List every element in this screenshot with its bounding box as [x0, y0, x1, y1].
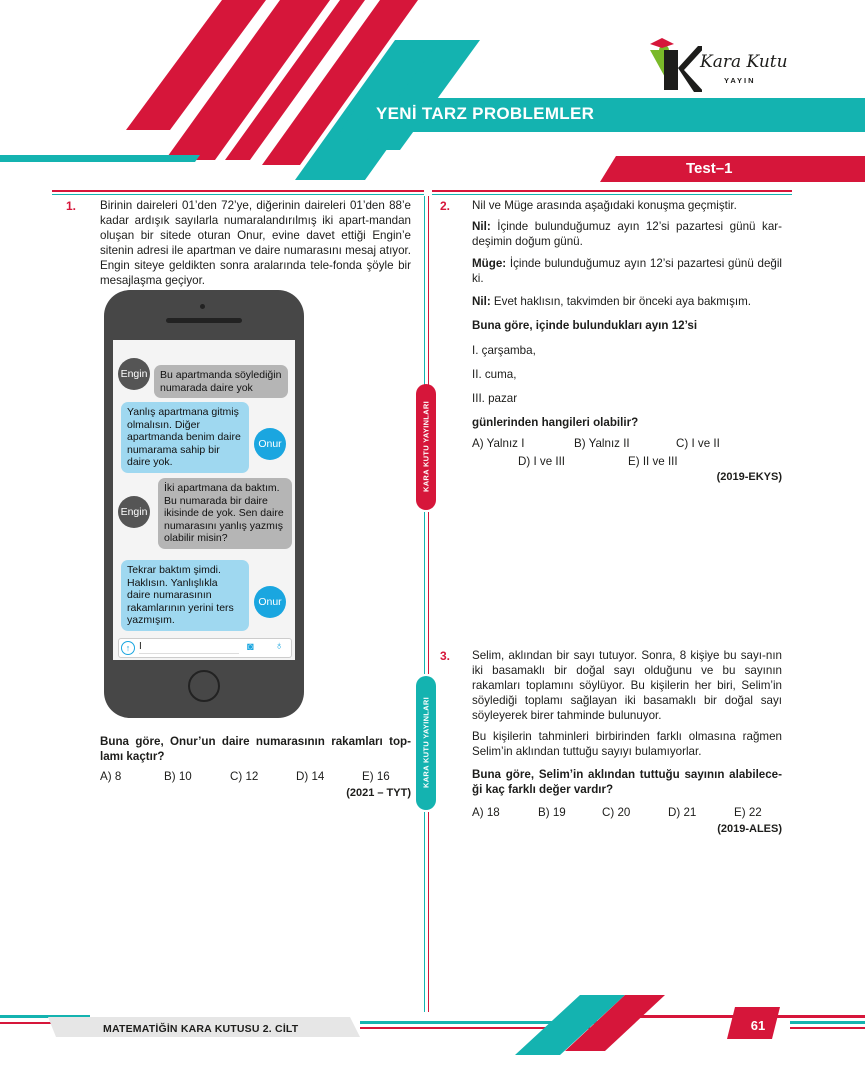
q2-item-2: II. cuma,	[472, 368, 517, 381]
q1-option-a[interactable]: A) 8	[100, 770, 122, 783]
q1-text: Birinin daireleri 01’den 72’ye, diğerinin daireleri 01’den 88’e kadar ardışık sayılarla numaralandırılmış iki apart-mandan oluşan bir sitede oturan Onur, evine davet ettiği Engin’e sitenin adresi ile apartman ve daire numarasını mesaj atıyor. Engin siteye geldikten sonra aralarında tele-fonda şöyle bir mesajlaşma geçiyor.	[100, 199, 411, 287]
q2-item-3: III. pazar	[472, 392, 518, 405]
q2-question-2: günlerinden hangileri olabilir?	[472, 416, 639, 429]
q2-line-3-speaker: Nil:	[472, 295, 491, 308]
q2-option-a[interactable]: A) Yalnız I	[472, 437, 525, 450]
column-divider-5	[424, 812, 425, 1012]
logo-k-icon	[642, 38, 702, 96]
q1-option-c[interactable]: C) 12	[230, 770, 259, 783]
q2-line-2-text: İçinde bulunduğumuz ayın 12’si pazartesi günü değil ki.	[472, 257, 782, 285]
column-divider-2	[428, 196, 429, 386]
brand-name: Kara Kutu	[700, 52, 788, 72]
side-tag-1: KARA KUTU YAYINLARI	[416, 384, 436, 510]
footer-book-title: MATEMATİĞİN KARA KUTUSU 2. CİLT	[103, 1023, 299, 1035]
q2-line-3	[472, 294, 782, 309]
chat-input[interactable]: I	[139, 641, 239, 654]
q2-option-e[interactable]: E) II ve III	[628, 455, 678, 468]
microphone-icon[interactable]: ♁	[275, 640, 284, 652]
q1-options	[100, 770, 411, 785]
test-label: Test–1	[686, 160, 733, 177]
camera-icon	[200, 304, 205, 309]
q2-line-2	[472, 256, 782, 286]
page-number: 61	[750, 1018, 766, 1033]
top-rule-right	[432, 190, 792, 192]
q3-question: Buna göre, Selim’in aklından tuttuğu sayının alabilece-ği kaç farklı değer vardır?	[472, 768, 782, 796]
q3-option-c[interactable]: C) 20	[602, 806, 631, 819]
q1-option-e[interactable]: E) 16	[362, 770, 390, 783]
top-rule-right-2	[432, 194, 792, 195]
q2-intro: Nil ve Müge arasında aşağıdaki konuşma geçmiştir.	[472, 199, 737, 212]
q2-line-1-speaker: Nil:	[472, 220, 491, 233]
q2-line-1	[472, 219, 782, 249]
brand-logo	[642, 38, 802, 98]
q3-paragraph-2: Bu kişilerin tahminleri birbirinden farklı olmasına rağmen Selim’in aklından tuttuğu sayıyı bulamıyorlar.	[472, 730, 782, 758]
q3-option-b[interactable]: B) 19	[538, 806, 566, 819]
q2-number: 2.	[440, 199, 451, 213]
q2-item-1: I. çarşamba,	[472, 344, 536, 357]
q2-question: Buna göre, içinde bulundukları ayın 12’si	[472, 319, 698, 332]
q2-option-b[interactable]: B) Yalnız II	[574, 437, 630, 450]
test-banner-bg	[600, 156, 865, 186]
chat-message-2: Yanlış apartmana gitmiş olmalısın. Diğer apartmanda benim daire numarama sahip bir daire yok.	[121, 402, 249, 473]
q3-number: 3.	[440, 649, 451, 663]
q1-number: 1.	[66, 199, 77, 213]
home-button[interactable]	[188, 670, 220, 702]
q1-option-b[interactable]: B) 10	[164, 770, 192, 783]
q3-options	[472, 806, 782, 821]
chat-message-3: İki apartmana da baktım. Bu numarada bir daire ikisinde de yok. Sen daire numarasını yanlış yazmış olabilir misin?	[158, 478, 292, 549]
avatar-engin: Engin	[118, 358, 150, 390]
q2-source: (2019-EKYS)	[716, 471, 782, 483]
q3-source: (2019-ALES)	[717, 823, 782, 835]
top-rule-left	[52, 190, 424, 192]
column-divider-3	[424, 512, 425, 674]
q2-option-d[interactable]: D) I ve III	[518, 455, 566, 468]
column-divider-6	[428, 812, 429, 1012]
q2-option-c[interactable]: C) I ve II	[676, 437, 720, 450]
avatar-engin-2: Engin	[118, 496, 150, 528]
top-rule-left-2	[52, 194, 424, 195]
brand-subtitle: YAYIN	[724, 76, 756, 85]
chat-message-1: Bu apartmanda söylediğin numarada daire yok	[154, 365, 288, 398]
q2-line-1-text: İçinde bulunduğumuz ayın 12’si pazartesi günü kar-deşimin doğum günü.	[472, 220, 782, 248]
q3-option-a[interactable]: A) 18	[472, 806, 500, 819]
avatar-onur-2: Onur	[254, 586, 286, 618]
q3-paragraph-1: Selim, aklından bir sayı tutuyor. Sonra, 8 kişiye bu sayı-nın iki basamaklı bir doğal sayı olduğunu ve bu sayının rakamları toplamını söylüyor. Bu kişilerin her biri, Selim’in söylediği toplamı sağlayan iki basamaklı bir doğal sayı söyleyerek birer tahminde bulunuyor.	[472, 649, 782, 722]
column-divider	[424, 196, 425, 386]
send-arrow-icon[interactable]: ↑	[121, 641, 135, 655]
speaker-icon	[166, 318, 242, 323]
column-divider-4	[428, 512, 429, 674]
q2-line-2-speaker: Müge:	[472, 257, 507, 270]
q3-option-d[interactable]: D) 21	[668, 806, 697, 819]
section-title: YENİ TARZ PROBLEMLER	[376, 104, 595, 123]
q1-question: Buna göre, Onur’un daire numarasının rakamları top-lamı kaçtır?	[100, 735, 411, 763]
side-tag-2: KARA KUTU YAYINLARI	[416, 676, 436, 810]
q2-options	[472, 437, 782, 469]
camera-icon[interactable]: ◙	[247, 641, 254, 653]
footer-decoration	[0, 995, 865, 1079]
chat-message-4: Tekrar baktım şimdi. Haklısın. Yanlışlıkla daire numarasının rakamlarının yerini ters yazmışım.	[121, 560, 249, 631]
chat-input-bar	[118, 638, 292, 658]
avatar-onur: Onur	[254, 428, 286, 460]
q1-source: (2021 – TYT)	[346, 787, 411, 799]
q3-option-e[interactable]: E) 22	[734, 806, 762, 819]
q1-option-d[interactable]: D) 14	[296, 770, 325, 783]
q2-line-3-text: Evet haklısın, takvimden bir önceki aya bakmışım.	[490, 295, 752, 308]
